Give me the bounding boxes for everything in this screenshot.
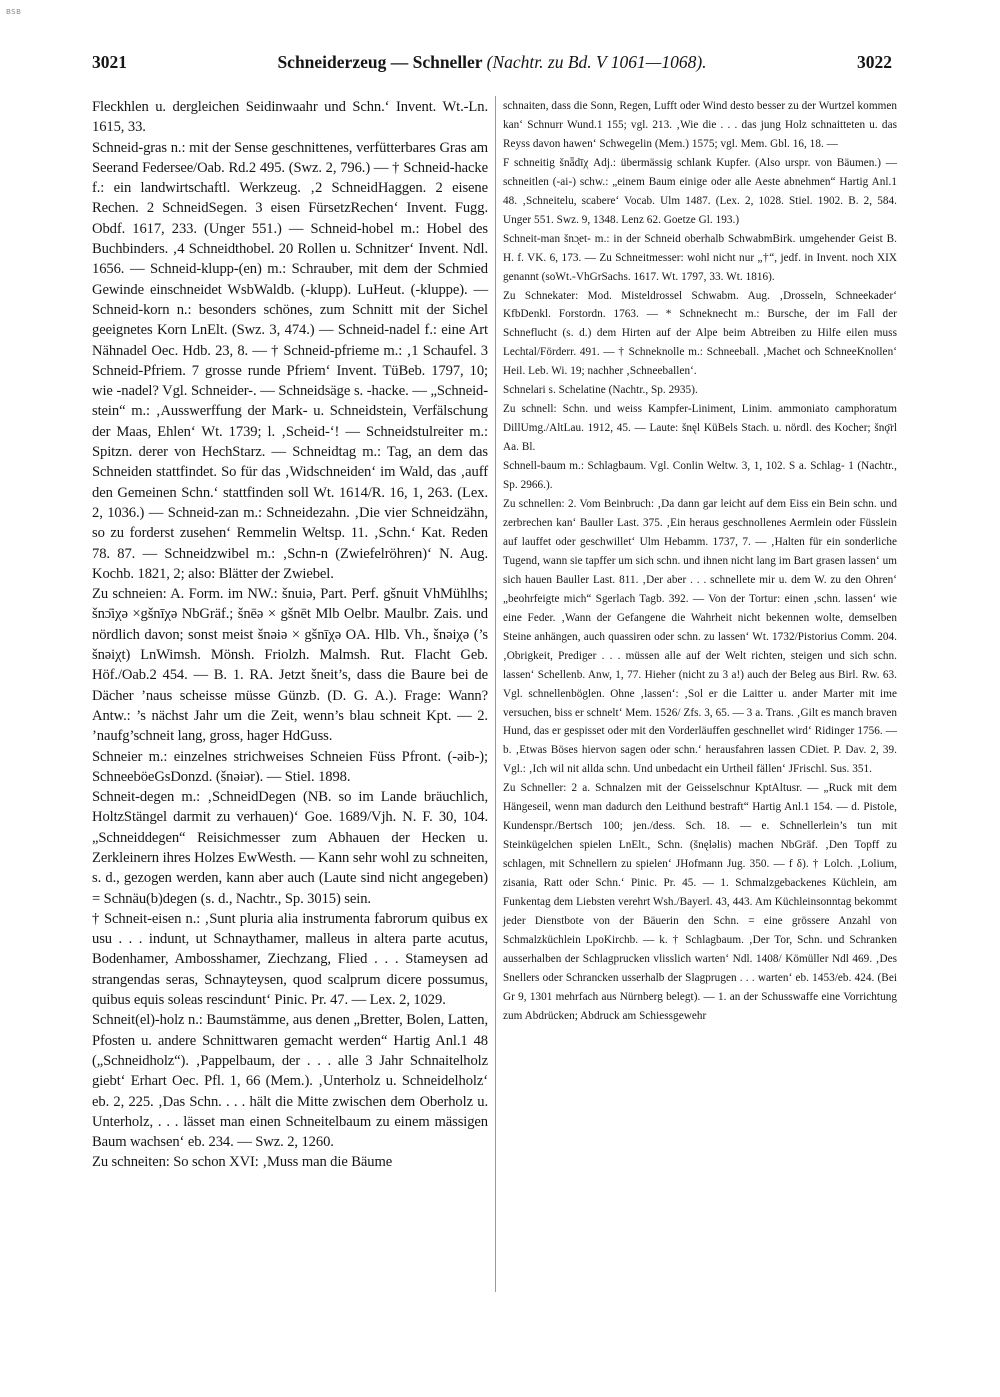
entry-schneit-man: Schneit-man šnɔ̨et- m.: in der Schneid oberhalb SchwabmBirk. umgehender Geist B. H. f. VK. 6, 173. — Zu Schneitmesser: wohl nicht nur „†“, jedf. in Invent. noch XIX genannt (soWt.-VhGrSachs. 1617. Wt. 1797, 33. Wt. 1816). (503, 232, 897, 283)
library-stamp: BSB (6, 8, 22, 16)
page-number-left: 3021 (92, 52, 127, 72)
entry-schneiten: Zu schneiten: So schon XVI: ‚Muss man die Bäume (92, 1154, 393, 1171)
running-title (92, 52, 892, 73)
entry-schneien: Zu schneien: A. Form. im NW.: šnuiə, Part. Perf. gšnuit VhMühlhs; šnɔ̄iχə ×gšnīχə NbGräf.; šnēə × gšnēt Mlb Oelbr. Maulbr. Zais. und nördlich davon; sonst meist šnəiə × gšnīχə OA. Hlb. Vh., šnəiχə (’s šnəiχt) LnWimsh. Mönsh. Friolzh. Malmsh. Rut. Flacht Geb. Höf./Oab.2 454. — B. 1. RA. Jetzt šneit’s, dass die Baure bei de Dächer ’naus scheisse müsse Günzb. (D. G. A.). Frage: Wann? Antw.: ’s nächst Jahr um die Zeit, wenn’s blau schneit Kpt. — 2. ’naufg’schneit lang, gross, hager HdGuss. (92, 586, 488, 745)
entry-schneier: Schneier m.: einzelnes strichweises Schneien Füss Pfront. (-əib-); SchneeböeGsDonzd. (šnəiər). — Stiel. 1898. (92, 748, 488, 785)
entry-schnekater: Zu Schnekater: Mod. Misteldrossel Schwabm. Aug. ‚Drosseln, Schneekader‘ KfbDenkl. Forstordn. 1763. — * Schneknecht m.: Bursche, der im Fall der Schneflucht (s. d.) dem Hirten auf der Alpe beim Abtreiben zu Hilfe eilen muss Lechtal/Förderr. 491. — † Schneknolle m.: Schneeball. ‚Machet och SchneeKnollen‘ Heil. Leb. Wi. 19; nachher ‚Schneeballen‘. (503, 289, 897, 378)
page-header (92, 52, 892, 78)
entry-schneit-degen: Schneit-degen m.: ‚SchneidDegen (NB. so im Lande bräuchlich, HoltzStängel darmit zu verhauen)‘ Goe. 1689/Vjh. N. F. 30, 104. „Schneiddegen“ Reisichmesser zum Abhauen der Hecken u. Zerkleinern ihres Holzes EwWesth. — Kann sehr wohl zu schneiten, s. d., gezogen werden, kann aber auch (Laute sind nicht angegeben) = Schnäu(b)degen (s. d., Nachtr., Sp. 3015) sein. (92, 789, 488, 907)
entry-schneitel-holz: Schneit(el)-holz n.: Baumstämme, aus denen „Bretter, Bolen, Latten, Pfosten u. andere Schnittwaren gemacht werden“ Hartig Anl.1 48 („Schneidholz“). ‚Pappelbaum, der . . . alle 3 Jahr Schnaitelholz giebt‘ Erhart Oec. Pfl. 1, 66 (Mem.). ‚Unterholz u. Schneidelholz‘ eb. 2, 225. ‚Das Schn. . . . hält die Mitte zwischen dem Oberholz u. Unterholz, . . . lässet man einen Schneitelbaum zu einem mässigen Baum wachsen‘ eb. 234. — Swz. 2, 1260. (92, 1012, 488, 1151)
entry-schnell-baum: Schnell-baum m.: Schlagbaum. Vgl. Conlin Weltw. 3, 1, 102. S a. Schlag- 1 (Nachtr., Sp. 2966.). (503, 460, 897, 492)
column-divider (495, 96, 496, 1292)
entry-schnelari: Schnelari s. Schelatine (Nachtr., Sp. 2935). (503, 384, 698, 397)
entry-schneiten-continuation: schnaiten, dass die Sonn, Regen, Lufft oder Wind desto besser zu der Wurtzel kommen kan‘ Schnurr Wund.1 155; vgl. 213. ‚Wie die . . . das jung Holz schnaitteten u. das Reyss davon hawen‘ Schwegelin (Mem.) 1575; vgl. Mem. Gbl. 16, 18. — (503, 100, 897, 150)
entry-schneid-gras: Schneid-gras n.: mit der Sense geschnittenes, verfütterbares Gras am Seerand Federsee/Oab. Rd.2 495. (Swz. 2, 796.) — † Schneid-hacke f.: ein landwirtschaftl. Werkzeug. ‚2 SchneidHaggen. 2 eisene Rechen. 2 SchneidSegen. 3 eisen FürsetzRechen‘ Invent. Fugg. Obdf. 1617, 233. (Unger 551.) — Schneid-hobel m.: Hobel des Buchbinders. ‚4 Schneidthobel. 20 Rollen u. Schnitzer‘ Invent. Ndl. 1656. — Schneid-klupp-(en) m.: Schrauber, mit dem der Schmied Gewinde einschneidet WsbWaldb. (-klupp). LuHeut. (-kluppe). — Schneid-korn n.: besonders schönes, zum Schnitt mit der Sichel geeignetes Korn LnElt. (Swz. 3, 474.) — Schneid-nadel f.: eine Art Nähnadel Oec. Hdb. 23, 8. — † Schneid-pfrieme m.: ‚1 Schaufel. 3 Schneid-Pfriem. 7 grosse runde Pfriem‘ Invent. TüBeb. 1797, 10; wie -nadel? Vgl. Schneider-. — Schneidsäge s. -hacke. — „Schneid-stein“ m.: ‚Ausswerffung der Mark- u. Schneidstein, Verfälschung der Maas, Ehlen‘ Wt. 1739; l. ‚Scheid-‘! — Schneidstulreiter m.: Spitzn. derer von HechStarz. — Schneidtag m.: Tag, an dem das Schneiden stattfindet. So für das ‚Widschneiden‘ im Wald, das ‚auff den Gemeinen Schn.‘ stattfinden soll Wt. 1614/R. 16, 1, 263. (Lex. 2, 1036.) — Schneid-zan m.: Schneidezahn. ‚Die vier Schneidzähn, so zu forderst zusehen‘ Remmelin Weltsp. 11. ‚Schn.‘ Kat. Reden 78. 87. — Schneidzwibel m.: ‚Schn-n (Zwiefelröhren)‘ N. Aug. Kochb. 1821, 2; also: Blätter der Zwiebel. (92, 139, 488, 582)
right-column (503, 97, 897, 1026)
entry-schnell: Zu schnell: Schn. und weiss Kampfer-Liniment, Linim. ammoniato camphoratum DillUmg./AltLau. 1912, 45. — Laute: šnęl KüBels Stach. u. nördl. des Kocher; šnǫ̈rl Aa. Bl. (503, 403, 897, 454)
entry-schneller: Zu Schneller: 2 a. Schnalzen mit der Geisselschnur KptAltusr. — „Ruck mit dem Hängeseil, wenn man dadurch den Leithund bestraft“ Hartig Anl.1 154. — d. Pistole, Kundenspr./Bertsch 100; jen./dess. Sch. 18. — e. Schnellerlein’s tun mit Steinkügelchen spielen LnElt., Schn. (šnęləlis) machen NbGräf. ‚Den Topff zu schlagen, mit Schnellern zu spielen‘ JHofmann Jug. 350. — f δ). † Lolch. ‚Lolium, zisania, Ratt oder Schn.‘ Pinic. Pr. 45. — 1. Schmalzgebackenes Küchlein, am Funkentag dem Liebsten verehrt Wsh./Bayerl. 43, 443. Am Küchleinsonntag bekommt jeder Dienstbote von der Bäuerin den Schn. = eine grössere Anzahl von Schmalzküchlein LpoKirchb. — k. † Schlagbaum. ‚Der Tor, Schn. und Schranken ausserhalben der Schlagprucken vlisslich warten‘ Ndl. 1408/ Kömüller Ndl 469. ‚Des Snellers oder Schrancken usserhalb der Slagprugen . . . warten‘ eb. 1453/eb. 424. (Bei Gr 9, 1301 mehrfach aus Nürnberg belegt). — 1. an der Schusswaffe eine Vorrichtung zum Abdrücken; Abdruck am Schiessgewehr (503, 782, 897, 1022)
page-number-right: 3022 (857, 52, 892, 72)
title-headwords: Schneiderzeug — Schneller (277, 52, 483, 72)
entry-fleckhlen-continuation: Fleckhlen u. dergleichen Seidinwaahr und Schn.‘ Invent. Wt.-Ln. 1615, 33. (92, 99, 488, 136)
entry-schneit-eisen: † Schneit-eisen n.: ‚Sunt pluria alia instrumenta fabrorum quibus ex usu . . . indunt, ut Schnaythamer, malleus in altera parte acutus, Bodenhamer, Ambosshamer, Ziechzang, Flied . . . Stameysen ad strangendas seras, Schnayteysen, quod scalprum dicere possumus, quibus equis soleas rescindunt‘ Pinic. Pr. 47. — Lex. 2, 1029. (92, 910, 488, 1009)
title-supplement-note: (Nachtr. zu Bd. V 1061—1068). (486, 52, 707, 72)
entry-schnellen: Zu schnellen: 2. Vom Beinbruch: ‚Da dann gar leicht auf dem Eiss ein Bein schn. und zerbrechen kan‘ Bauller Last. 375. ‚Ein heraus geschnollenes Aermlein oder Füsslein auf lauffet oder geschwillet‘ Ulm Hebamm. 1737, 7. — ‚Halten für ein sonderliche Tugend, wann sie tapffer um sich schn. und ihnen nicht lang im Bart grasen lassen‘ um sich hauen Bauller Last. 811. ‚Der aber . . . schnellete mir u. dem W. zu den Ohren‘ „beohrfeigte mich“ Sgerlach Tagb. 392. — Von der Tortur: einen ‚schn. lassen‘ wie eine Feder. ‚Wann der Gefangene die Wahrheit nicht bekennen wolte, demselben Steine anhängen, auch quassiren oder schn. zu lassen‘ Wt. 1732/Pistorius Comm. 204. ‚Obrigkeit, Prediger . . . müssen alle auf der Welt richten, steigen und sich schn. lassen‘ Schellenb. Anw, 1, 77. Hieher (nicht zu 3 a!) auch der Beleg aus Birl. Rw. 63. Vgl. schnellenböglen. Ohne ‚lassen‘: ‚Sol er die Laitter u. ander Marter mit ime versuchen, biss er schnelt‘ Mem. 1526/ Zfs. 3, 65. — 3 a. Trans. ‚Gilt es manch braven Hund, das er gespisset oder mit den Vorderläuffen geschnellet wird‘ Ridinger 1756. — b. ‚Etwas Böses hiervon sagen oder schn.‘ herausfahren lassen CDiet. P. Dav. 2, 39. Vgl.: ‚Ich wil nit allda schn. Und unbedacht ein Urtheil fällen‘ JFrischl. Sus. 351. (503, 498, 897, 776)
left-column (92, 97, 488, 1173)
entry-schneitig: F schneitig šnǟdīχ Adj.: übermässig schlank Kupfer. (Also urspr. von Bäumen.) — schneitlen (-ai-) schw.: „einem Baum einige oder alle Aeste abnehmen“ Hartig Anl.1 48. ‚Schneitelu, scabere‘ Vocab. Ulm 1487. (Lex. 2, 1028. Stiel. 1902. B. 2, 584. Unger 551. Swz. 9, 1348. Lenz 62. Goetze Gl. 193.) (503, 156, 897, 226)
